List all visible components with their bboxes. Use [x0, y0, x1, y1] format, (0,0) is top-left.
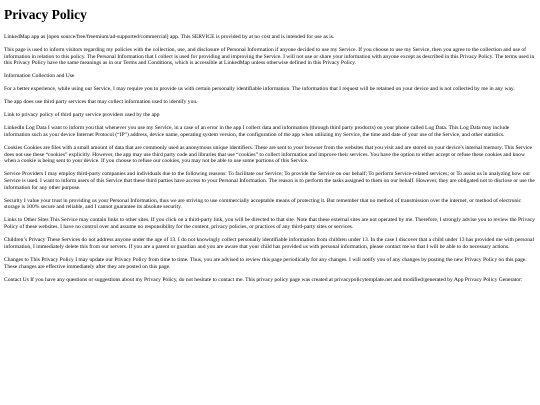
service-providers-paragraph: Service Providers I may employ third-party companies and individuals due to the following reasons: To facilitate our Service; To provide the Service on our behalf; To perform Service-related services; or To assist us in analyzing how our Service is used. I want to inform users of this Service that these third parties have access to your Personal Information. The reason is to perform the tasks assigned to them on our behalf. However, they are obligated not to disclose or use the information for any other purpose.	[4, 171, 535, 191]
policy-overview-paragraph: This page is used to inform visitors regarding my policies with the collection, use, and disclosure of Personal Information if anyone decided to use my Service. If you choose to use my Service, then you agree to the collection and use of information in relation to this policy. The Personal Information that I collect is used for providing and improving the Service. I will not use or share your information with anyone except as described in this Privacy Policy. The terms used in this Privacy Policy have the same meanings as in our Terms and Conditions, which is accessible at LinkedMap unless otherwise defined in this Privacy Policy.	[4, 46, 535, 67]
information-collection-paragraph: For a better experience, while using our Service, I may require you to provide us with certain personally identifiable information. The information that I request will be retained on your device and is not collected by me in any way.	[4, 86, 515, 93]
links-other-sites-paragraph: Links to Other Sites This Service may contain links to other sites. If you click on a third-party link, you will be directed to that site. Note that these external sites are not operated by me. Therefore, I strongly advise you to review the Privacy Policy of these websites. I have no control over and assume no responsibility for the content, privacy policies, or practices of any third-party sites or services.	[4, 217, 535, 231]
intro-paragraph: LinkedMap app as [open source/free/freemium/ad-supported/commercial] app. This SERVICE is provided by at no cost and is intended for use as is.	[4, 33, 335, 40]
third-party-policy-link-text: Link to privacy policy of third party service providers used by the app	[4, 112, 160, 119]
changes-policy-paragraph: Changes to This Privacy Policy I may update our Privacy Policy from time to time. Thus, you are advised to review this page periodically for any changes. I will notify you of any changes by posting the new Privacy Policy on this page. These changes are effective immediately after they are posted on this page.	[4, 256, 527, 270]
contact-us-paragraph: Contact Us If you have any questions or suggestions about my Privacy Policy, do not hesitate to contact me. This privacy policy page was created at privacypolicytemplate.net and modified/generated by App Privacy Policy Generator:	[4, 276, 523, 283]
cookies-paragraph: Cookies Cookies are files with a small amount of data that are commonly used as anonymous unique identifiers. These are sent to your browser from the websites that you visit and are stored on your device's internal memory. This Service does not use these “cookies” explicitly. However, the app may use third party code and libraries that use “cookies” to collect information and improve their services. You have the option to either accept or refuse these cookies and know when a cookie is being sent to your device. If you choose to refuse our cookies, you may not be able to use some portions of this Service.	[4, 144, 533, 165]
third-party-services-paragraph: The app does use third party services that may collect information used to identify you.	[4, 99, 198, 106]
log-data-paragraph: LinkedIn Log Data I want to inform you that whenever you use my Service, in a case of an error in the app I collect data and information (through third party products) on your phone called Log Data. This Log Data may include information such as your device Internet Protocol (“IP”) address, device name, operating system version, the configuration of the app when utilizing my Service, the time and date of your use of the Service, and other statistics.	[4, 125, 510, 138]
security-paragraph: Security I value your trust in providing us your Personal Information, thus we are striving to use commercially acceptable means of protecting it. But remember that no method of transmission over the internet, or method of electronic storage is 100% secure and reliable, and I cannot guarantee its absolute security.	[4, 197, 522, 211]
page-title: Privacy Policy	[4, 7, 87, 22]
childrens-privacy-paragraph: Children’s Privacy These Services do not address anyone under the age of 13. I do not knowingly collect personally identifiable information from children under 13. In the case I discover that a child under 13 has provided me with personal information, I immediately delete this from our servers. If you are a parent or guardian and you are aware that your child has provided us with personal information, please contact me so that I will be able to do necessary actions.	[4, 237, 534, 250]
section-heading-information-collection: Information Collection and Use	[4, 73, 75, 80]
